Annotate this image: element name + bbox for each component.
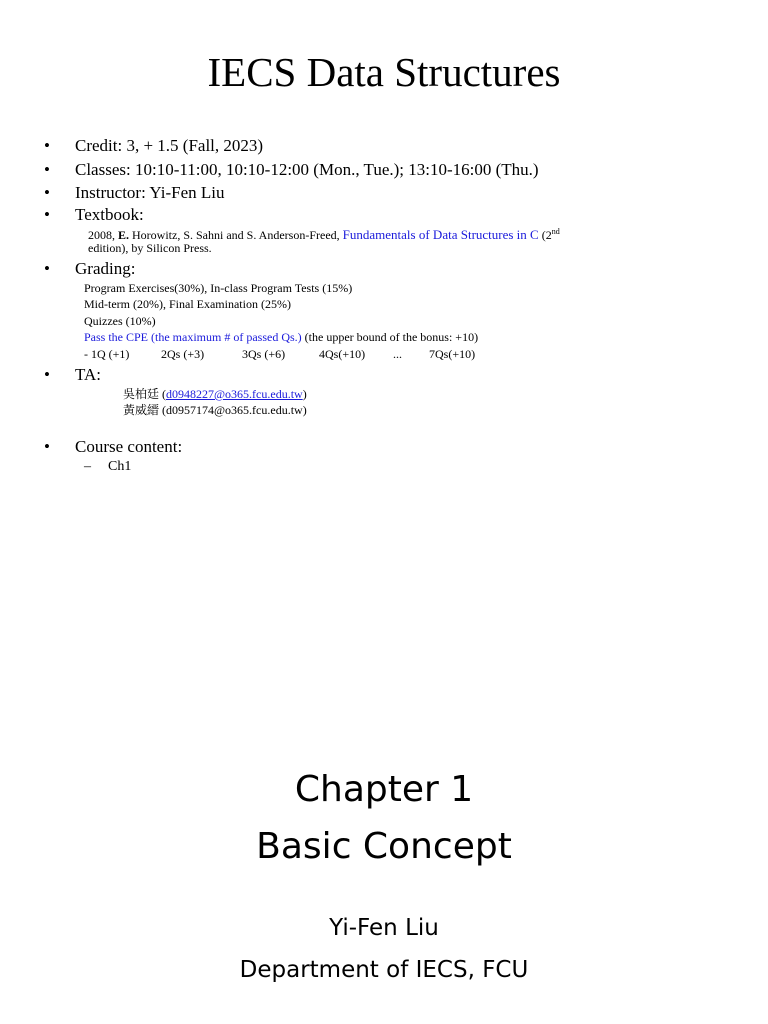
ta-bullet [44, 365, 101, 385]
bonus-2q: 2Qs (+3) [161, 347, 205, 361]
course-content-label: Course content: [75, 437, 183, 456]
textbook-label: Textbook: [75, 205, 144, 224]
chapter-subtitle: Basic Concept [256, 826, 512, 867]
ta1-name: 吳柏廷 ( [123, 387, 166, 401]
bonus-3q: 3Qs (+6) [242, 347, 286, 361]
department-name: Department of IECS, FCU [239, 957, 529, 983]
bullet-dot: • [44, 160, 50, 179]
bonus-ellipsis: ... [393, 347, 402, 361]
classes-bullet [44, 160, 539, 180]
textbook-title-link[interactable]: Fundamentals of Data Structures in C [342, 227, 539, 242]
ta-label: TA: [75, 365, 102, 384]
credit-bullet [44, 136, 263, 156]
bullet-dot: • [44, 259, 50, 278]
textbook-citation-line2: edition), by Silicon Press. [88, 241, 212, 255]
classes-text: Classes: 10:10-11:00, 10:10-12:00 (Mon., Tue.); 13:10-16:00 (Thu.) [75, 160, 539, 179]
grading-line2: Mid-term (20%), Final Examination (25%) [84, 297, 291, 311]
cpe-link[interactable]: Pass the CPE (the maximum # of passed Qs.) [84, 330, 302, 344]
bonus-1q: - 1Q (+1) [84, 347, 130, 361]
instructor-bullet [44, 183, 225, 203]
ta1-line: 吳柏廷 (d0948227@o365.fcu.edu.tw) [123, 387, 307, 401]
author-name: Yi-Fen Liu [329, 915, 439, 941]
cpe-bonus-row [84, 347, 475, 361]
grading-line3: Quizzes (10%) [84, 314, 156, 328]
bonus-7q: 7Qs(+10) [429, 347, 476, 361]
textbook-citation-line1: 2008, E. Horowitz, S. Sahni and S. Anderson-Freed, Fundamentals of Data Structures in C (2nd [88, 227, 560, 242]
chapter-title: Chapter 1 [294, 769, 474, 810]
course-content-item [84, 459, 131, 475]
instructor-text: Instructor: Yi-Fen Liu [75, 183, 225, 202]
dash-glyph: – [84, 459, 91, 474]
ta1-email-link[interactable]: d0948227@o365.fcu.edu.tw [166, 387, 303, 401]
grading-bullet [44, 259, 135, 279]
credit-text: Credit: 3, + 1.5 (Fall, 2023) [75, 136, 264, 155]
bullet-dot: • [44, 365, 50, 384]
cpe-note: (the upper bound of the bonus: +10) [301, 330, 479, 344]
course-content-ch1: Ch1 [108, 459, 132, 474]
bullet-dot: • [44, 205, 50, 224]
bonus-4q: 4Qs(+10) [319, 347, 366, 361]
grading-line1: Program Exercises(30%), In-class Program Tests (15%) [84, 281, 353, 295]
textbook-bullet [44, 205, 144, 225]
grading-cpe-line [84, 330, 478, 344]
grading-label: Grading: [75, 259, 136, 278]
ta2-line: 黃威縉 (d0957174@o365.fcu.edu.tw) [123, 403, 307, 417]
bullet-dot: • [44, 136, 50, 155]
slide-title: IECS Data Structures [207, 49, 561, 95]
bullet-dot: • [44, 437, 50, 456]
bullet-dot: • [44, 183, 50, 202]
course-content-bullet [44, 437, 182, 457]
